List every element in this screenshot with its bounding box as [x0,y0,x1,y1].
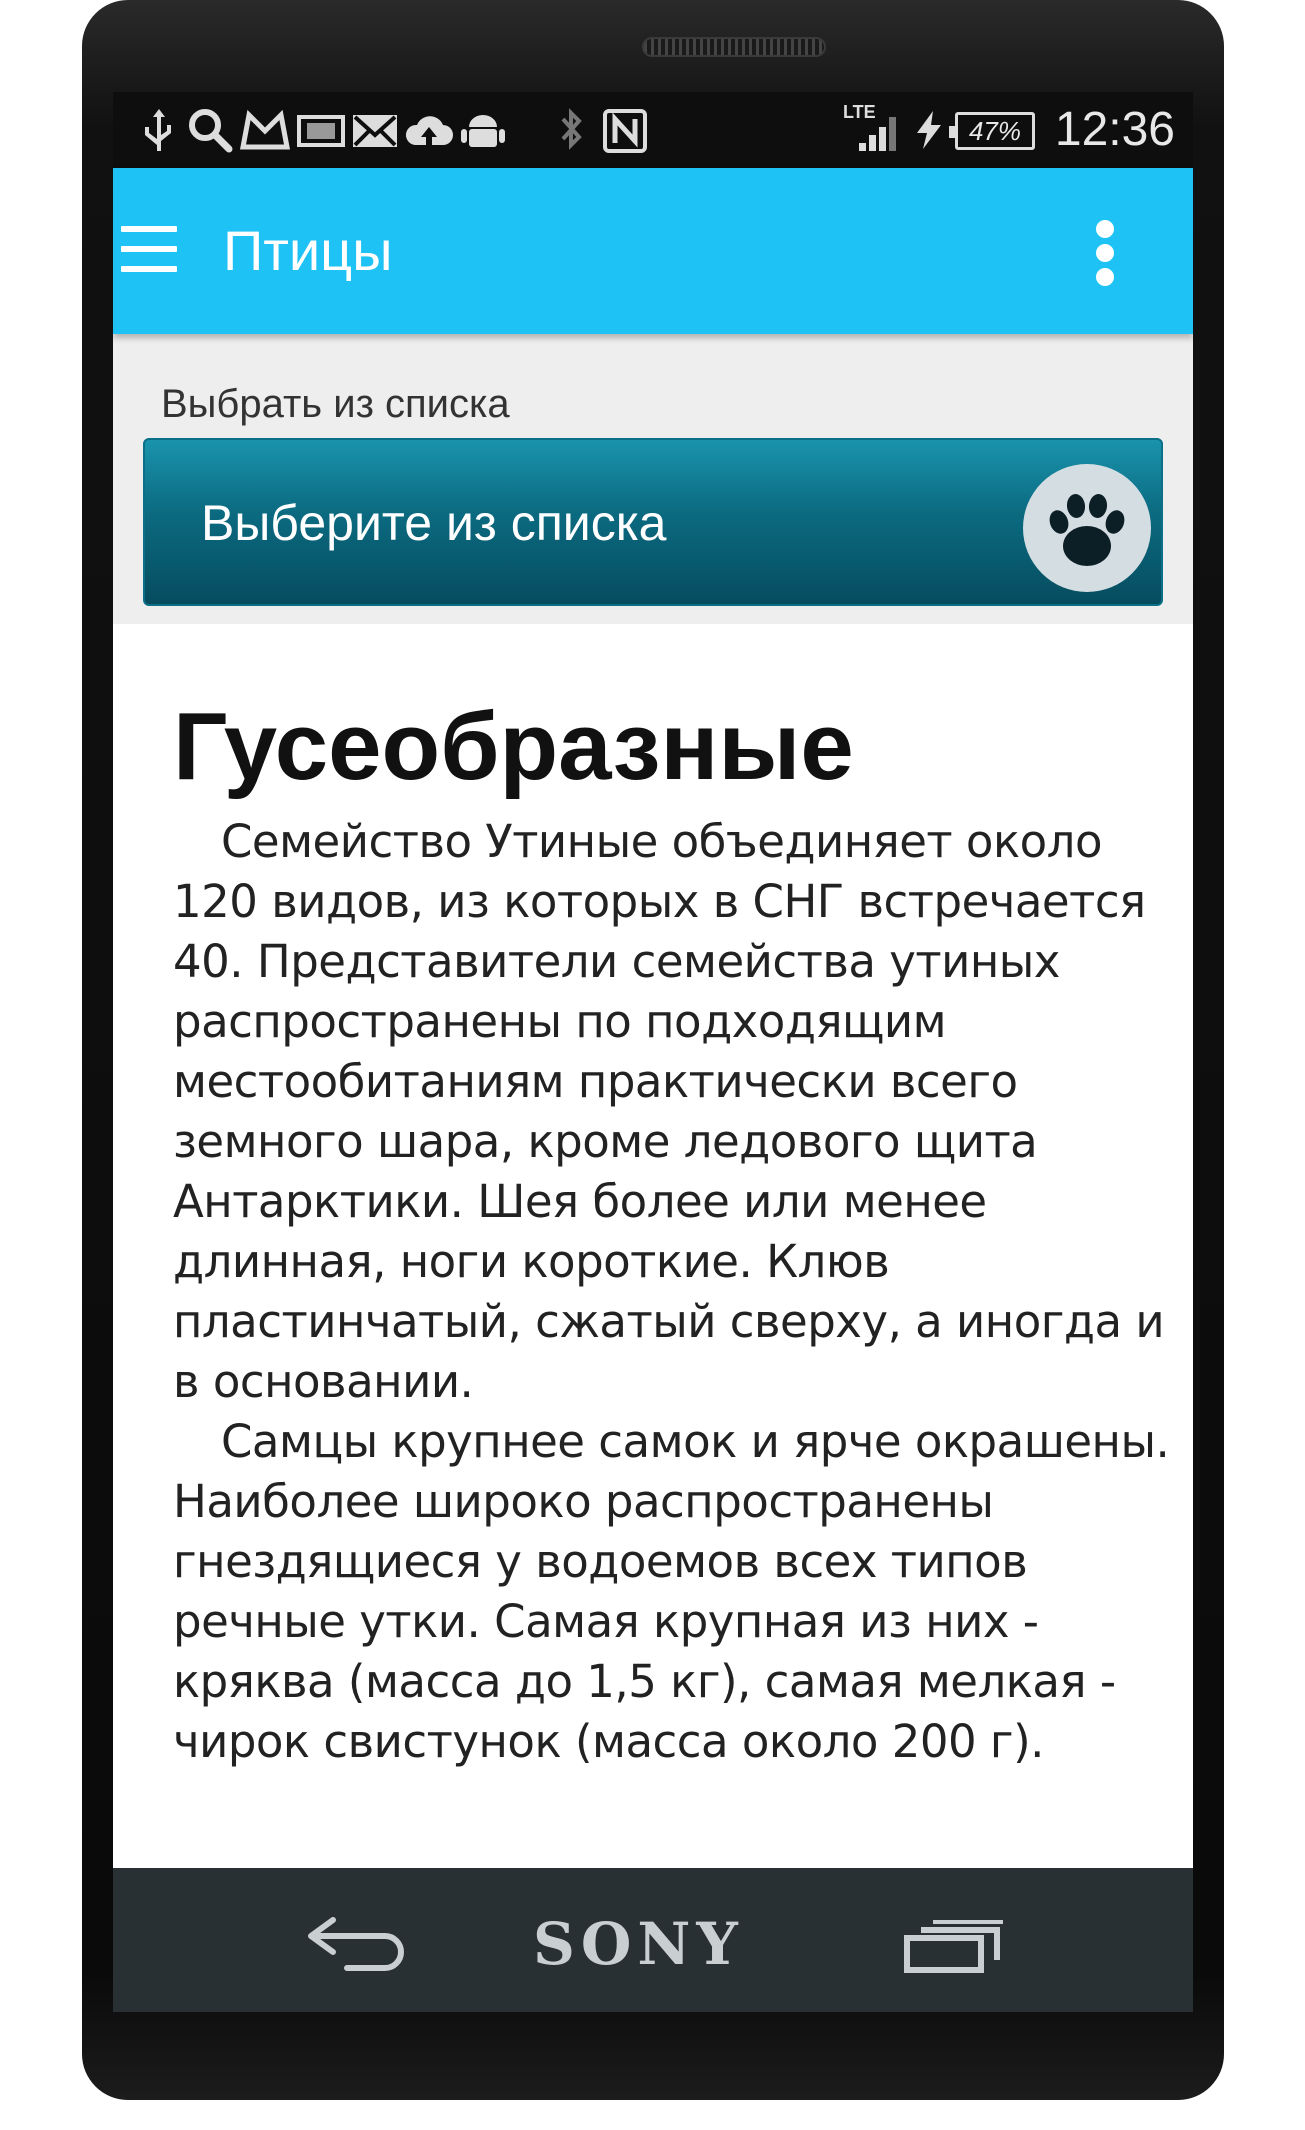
status-bar [113,92,1193,168]
selector-label: Выбрать из списка [161,382,510,426]
back-icon[interactable] [303,1914,407,1974]
android-icon [457,105,509,155]
article-paragraph: Семейство Утиные объединяет около 120 видов, из которых в СНГ встречается 40. Представители семейства утиных распространены по подходящим местообитаниям практически всего земного шара, кроме ледового щита Антарктики. Шея более или менее длинная, ноги короткие. Клюв пластинчатый, сжатый сверху, а иногда и в основании. [173,815,1165,1408]
app-bar [113,168,1193,334]
battery-indicator: 47% [955,112,1035,150]
network-type: LTE [843,102,876,122]
nfc-icon [599,105,651,155]
device-screen [113,92,1193,2012]
search-icon [185,105,237,155]
charging-icon [903,105,955,155]
mail-icon [349,105,401,155]
app-title: Птицы [223,219,393,282]
paw-icon [1023,464,1151,592]
dropdown-value: Выберите из списка [201,495,667,551]
bluetooth-icon [545,105,597,155]
article-body [173,812,1173,1772]
usb-icon [133,105,185,155]
recents-icon[interactable] [903,1918,1007,1974]
article-title: Гусеобразные [173,693,854,800]
clock: 12:36 [1054,103,1175,156]
article-content[interactable] [113,624,1193,1868]
paw-button[interactable] [1023,464,1151,592]
article-paragraph: Самцы крупнее самок и ярче окрашены. Наиболее широко распространены гнездящиеся у водоемов всех типов речные утки. Самая крупная из них - кряква (масса до 1,5 кг), самая мелкая - чирок свистунок (масса около 200 г). [173,1415,1170,1768]
category-dropdown[interactable] [143,438,1163,606]
brand-logo: SONY [533,1910,744,1978]
signal-icon [853,105,905,155]
cloud-upload-icon [403,105,455,155]
selector-section [113,334,1193,624]
gmail-icon [239,105,291,155]
more-vert-icon[interactable] [1085,220,1125,286]
hamburger-menu-icon[interactable] [119,222,179,282]
earpiece-speaker [642,37,826,57]
image-icon [295,105,347,155]
navigation-bar [113,1868,1193,2012]
